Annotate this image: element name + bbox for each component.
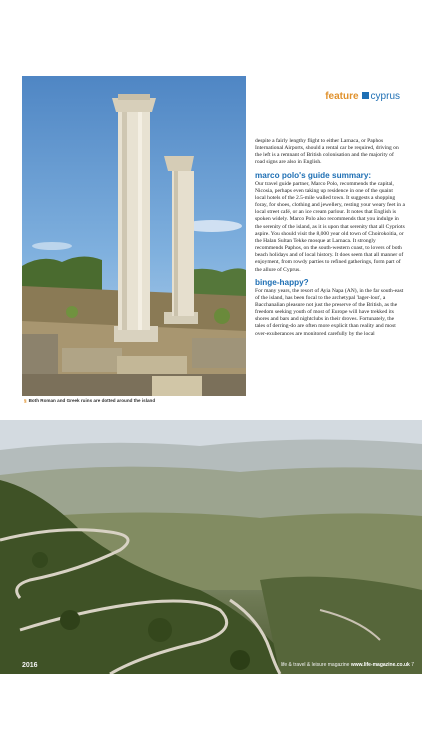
section-tag xyxy=(325,91,400,102)
page-footer xyxy=(281,662,414,668)
magazine-page xyxy=(0,76,422,674)
caption-text: Both Roman and Greek ruins are dotted around the island xyxy=(28,398,156,403)
heading-marco-polo: marco polo's guide summary: xyxy=(255,170,372,180)
footer-page: 7 xyxy=(411,662,414,668)
landscape-illustration xyxy=(0,420,422,674)
heading-binge-happy: binge-happy? xyxy=(255,277,309,287)
section-square-icon xyxy=(362,92,369,99)
subsection-label: cyprus xyxy=(370,91,400,102)
aerial-landscape-photo xyxy=(0,420,422,674)
section-label: feature xyxy=(325,91,359,102)
article-body-2: For many years, the resort of Ayia Napa (AN), in the far south-east of the island, has been focal to the archetypal 'lager-lout', a Bacchanalian pleasure not just the preserve of the British, as the freedom seeking youth of most of Europe will have trekked its shores and bars and nightclubs in their droves. Fortunately, the tales of derring-do are often more explicit than reality and most over-exuberances are monitored carefully by the local xyxy=(255,287,404,337)
roman-ruins-photo xyxy=(22,76,246,396)
article-intro: despite a fairly lengthy flight to either Larnaca, or Paphos International Airports, should a rental car be required, driving on the left is a remnant of British colonisation and the majority of road signs are also in English. xyxy=(255,138,399,166)
article-body-1: Our travel guide partner, Marco Polo, recommends the capital, Nicosia, perhaps even taking up residence in one of the quaint local hotels of the 2.5-mile walled town. It suggests a shopping foray, for shoes, clothing and jewellery, resting your weary feet in a local street café, or an ice cream parlour. It notes that English is spoken widely. Marco Polo also recommends that you indulge in the serenity of the island, as it is upon that serenity that all Cypriots aspire. You should visit the 8,000 year old town of Choirokoitia, or the Halan Sultan Tekke mosque at Larnaca. It strongly recommends Paphos, on the south-western coast, to lovers of both beach holidays and of local history. It does seem that all manner of enjoyment, from rowdy parties to refined gatherings, form part of the allure of Cyprus. xyxy=(255,180,405,273)
photo-caption xyxy=(22,396,246,405)
caption-bullet: § xyxy=(24,398,27,403)
ruins-illustration xyxy=(22,76,246,396)
article-column xyxy=(255,138,405,338)
page-number: 2016 xyxy=(22,662,38,669)
publication-name: life & travel & leisure magazine xyxy=(280,662,350,668)
footer-url[interactable]: www.life-magazine.co.uk xyxy=(350,662,410,668)
